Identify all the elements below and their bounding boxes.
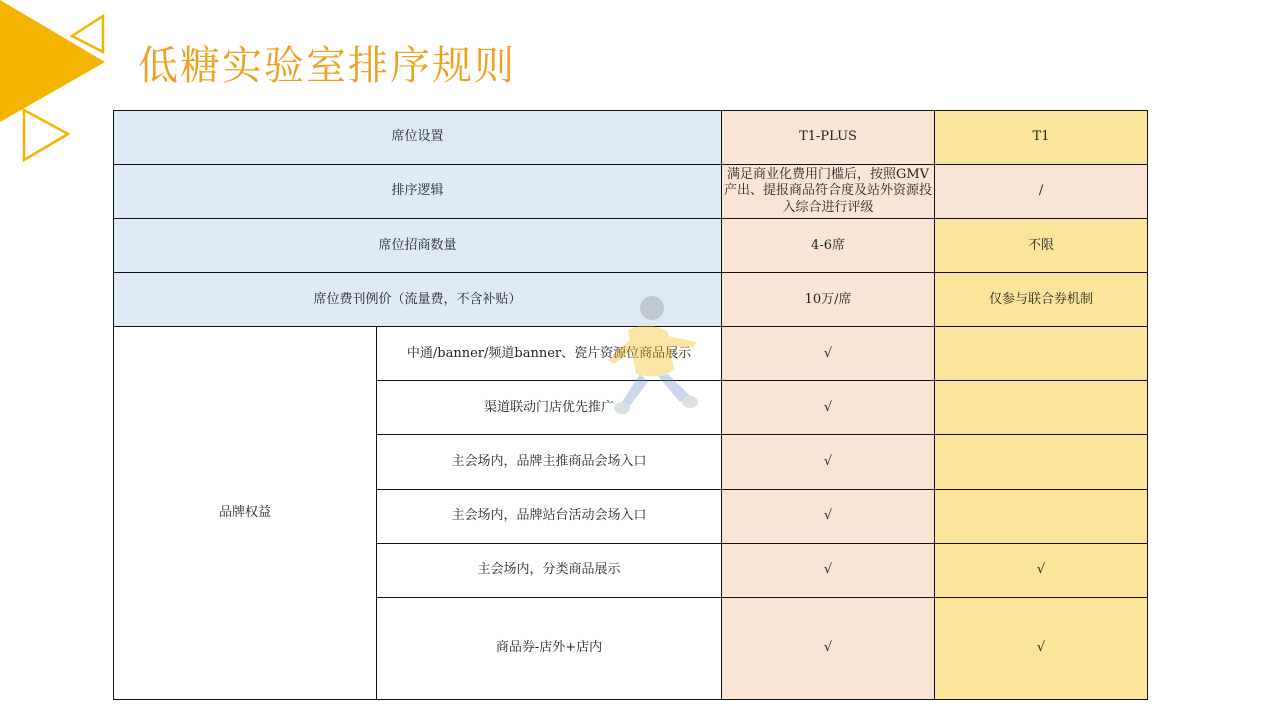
- benefit-label: 主会场内，品牌站台活动会场入口: [377, 489, 722, 543]
- plus-check: √: [722, 435, 935, 489]
- table-header-row: [114, 111, 1148, 165]
- benefit-label: 主会场内，品牌主推商品会场入口: [377, 435, 722, 489]
- plus-check: √: [722, 381, 935, 435]
- t1-cell: /: [935, 165, 1148, 219]
- page-title: 低糖实验室排序规则: [138, 43, 516, 89]
- outline-triangle-icon: [24, 110, 68, 160]
- plus-cell: 满足商业化费用门槛后，按照GMV产出、提报商品符合度及站外资源投入综合进行评级: [722, 165, 935, 219]
- table-row: [114, 219, 1148, 273]
- benefits-group-label: 品牌权益: [114, 327, 377, 700]
- benefit-label: 中通/banner/频道banner、瓷片资源位商品展示: [377, 327, 722, 381]
- header-t1: T1: [935, 111, 1148, 165]
- row-label: 席位费刊例价（流量费，不含补贴）: [114, 273, 722, 327]
- benefit-label: 商品券-店外+店内: [377, 597, 722, 699]
- plus-cell: 4-6席: [722, 219, 935, 273]
- t1-check: [935, 327, 1148, 381]
- t1-cell: 仅参与联合券机制: [935, 273, 1148, 327]
- table-row: [114, 165, 1148, 219]
- t1-check: √: [935, 543, 1148, 597]
- header-seat-setting: 席位设置: [114, 111, 722, 165]
- benefit-label: 渠道联动门店优先推广: [377, 381, 722, 435]
- t1-check: [935, 435, 1148, 489]
- t1-check: √: [935, 597, 1148, 699]
- plus-check: √: [722, 597, 935, 699]
- plus-check: √: [722, 327, 935, 381]
- header-t1-plus: T1-PLUS: [722, 111, 935, 165]
- t1-cell: 不限: [935, 219, 1148, 273]
- row-label: 席位招商数量: [114, 219, 722, 273]
- yellow-triangle-icon: [0, 0, 105, 122]
- plus-cell: 10万/席: [722, 273, 935, 327]
- plus-check: √: [722, 489, 935, 543]
- row-label: 排序逻辑: [114, 165, 722, 219]
- benefit-label: 主会场内，分类商品展示: [377, 543, 722, 597]
- t1-check: [935, 489, 1148, 543]
- table-row: [114, 273, 1148, 327]
- sorting-rules-table: [113, 110, 1148, 700]
- plus-check: √: [722, 543, 935, 597]
- t1-check: [935, 381, 1148, 435]
- table-row: [114, 327, 1148, 381]
